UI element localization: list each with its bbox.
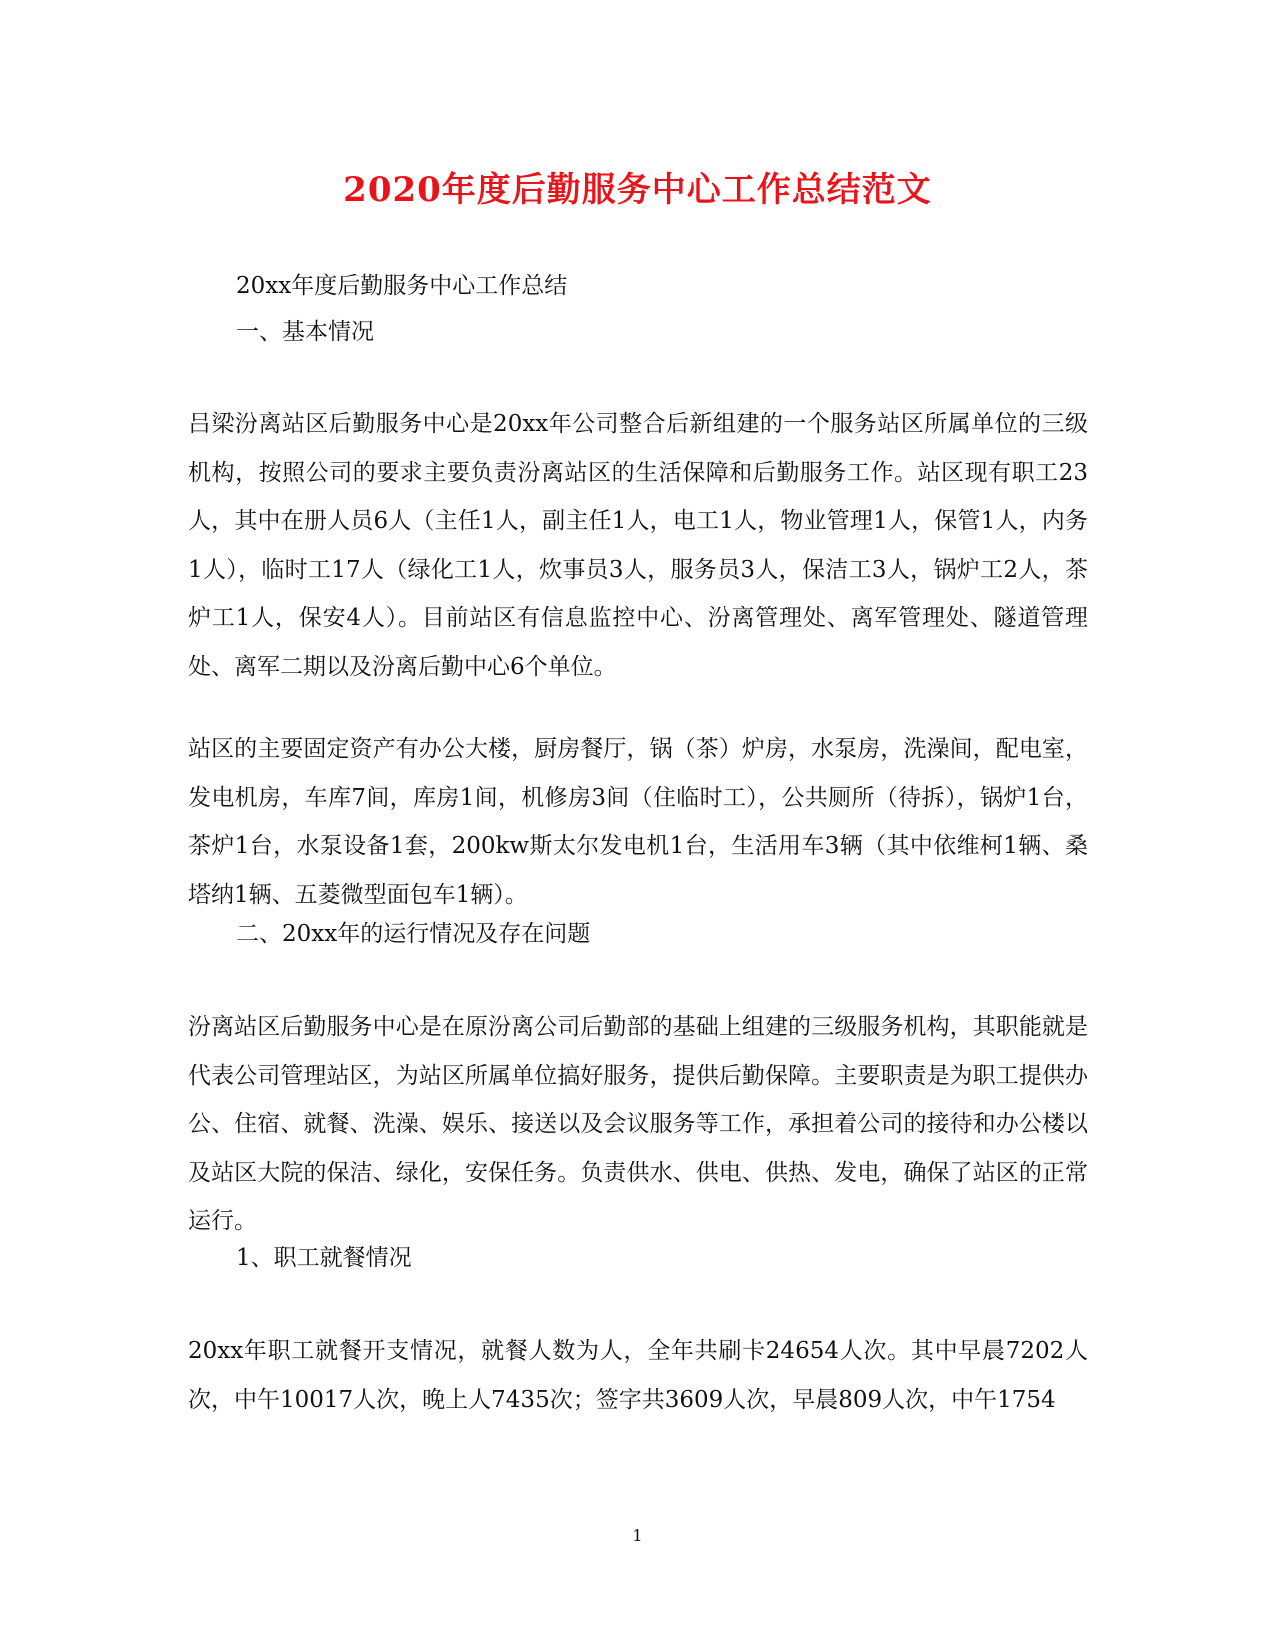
document-title: 2020年度后勤服务中心工作总结范文 (343, 170, 932, 210)
page-number: 1 (632, 1526, 643, 1545)
document-subtitle: 20xx年度后勤服务中心工作总结 (236, 273, 568, 299)
paragraph-basic-situation: 吕梁汾离站区后勤服务中心是20xx年公司整合后新组建的一个服务站区所属单位的三级机构，按照公司的要求主要负责汾离站区的生活保障和后勤服务工作。站区现有职工23人，其中在册人员6人（主任1人，副主任1人，电工1人，物业管理1人，保管1人，内务1人），临时工17人（绿化工1人，炊事员3人，服务员3人，保洁工3人，锅炉工2人，茶炉工1人，保安4人）。目前站区有信息监控中心、汾离管理处、离军管理处、隧道管理处、离军二期以及汾离后勤中心6个单位。 (188, 411, 1088, 680)
paragraph-fixed-assets: 站区的主要固定资产有办公大楼，厨房餐厅，锅（茶）炉房，水泵房，洗澡间，配电室，发电机房，车库7间，库房1间，机修房3间（住临时工），公共厕所（待拆），锅炉1台，茶炉1台，水泵设备1套，200kw斯太尔发电机1台，生活用车3辆（其中依维柯1辆、桑塔纳1辆、五菱微型面包车1辆）。 (188, 736, 1088, 908)
section-heading-basic-situation: 一、基本情况 (236, 319, 374, 345)
paragraph-operation: 汾离站区后勤服务中心是在原汾离公司后勤部的基础上组建的三级服务机构，其职能就是代表公司管理站区，为站区所属单位搞好服务，提供后勤保障。主要职责是为职工提供办公、住宿、就餐、洗澡、娱乐、接送以及会议服务等工作，承担着公司的接待和办公楼以及站区大院的保洁、绿化，安保任务。负责供水、供电、供热、发电，确保了站区的正常运行。 (188, 1014, 1088, 1234)
section-heading-operation: 二、20xx年的运行情况及存在问题 (236, 921, 591, 947)
subsection-heading-dining: 1、职工就餐情况 (236, 1245, 412, 1271)
paragraph-dining: 20xx年职工就餐开支情况，就餐人数为人，全年共刷卡24654人次。其中早晨7202人次，中午10017人次，晚上人7435次；签字共3609人次，早晨809人次，中午1754 (188, 1338, 1088, 1413)
